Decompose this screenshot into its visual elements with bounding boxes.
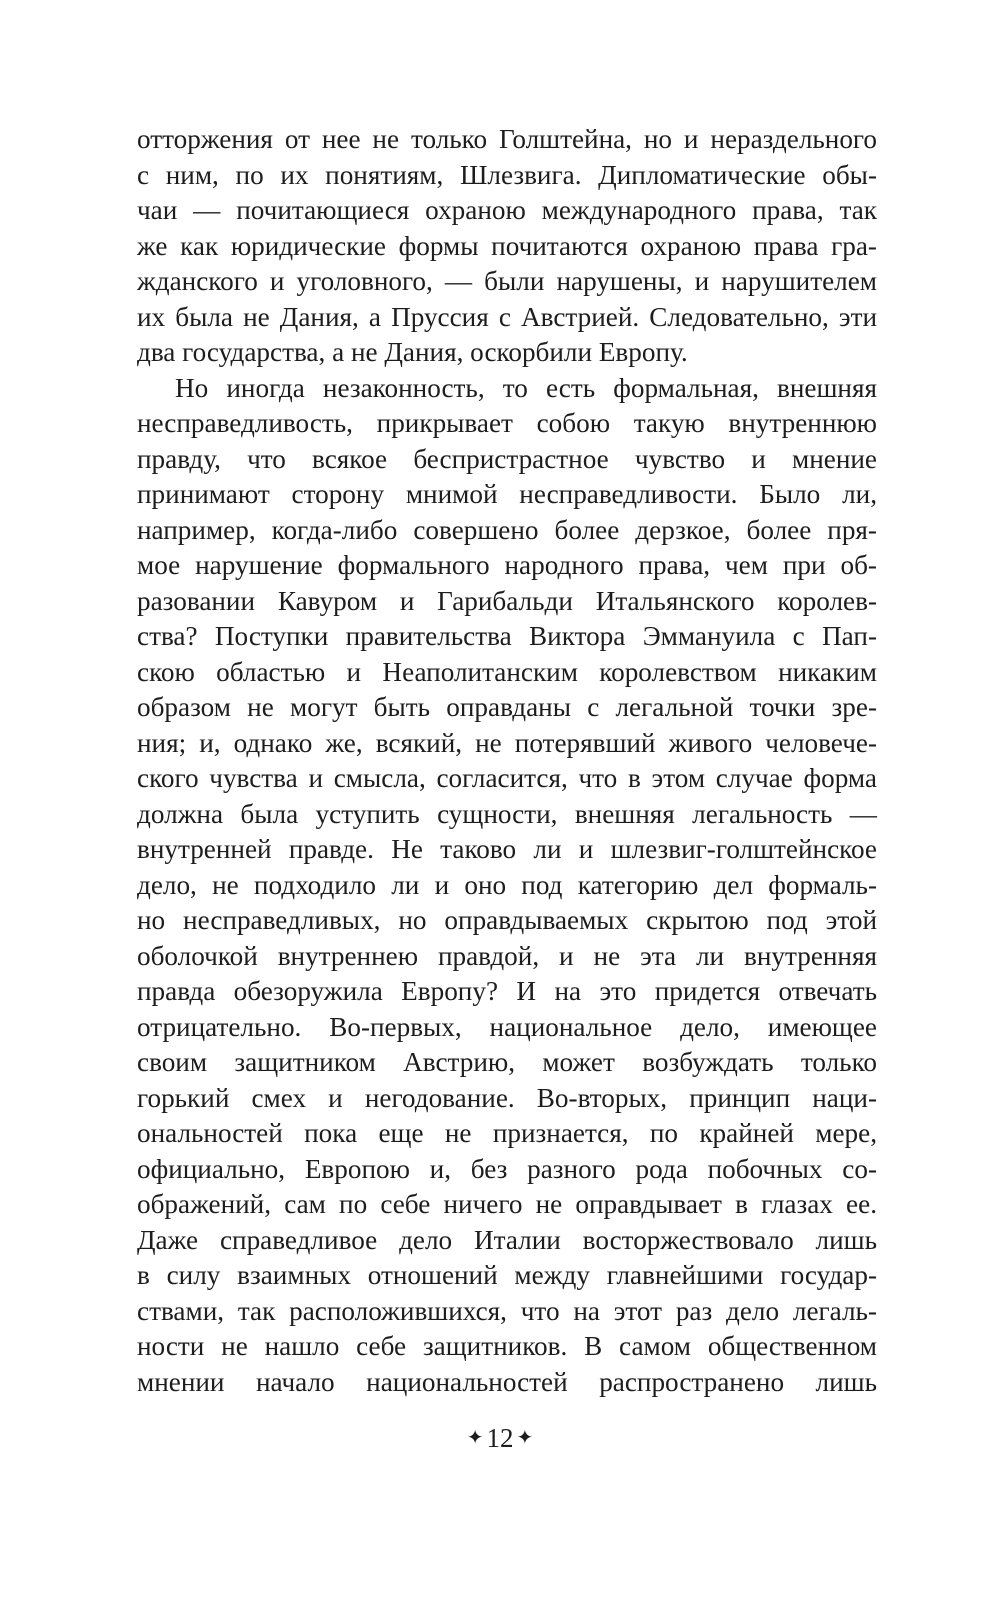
text-line: принимают сторону мнимой несправедливости. Было ли, xyxy=(137,479,877,509)
text-line: ства? Поступки правительства Виктора Эммануила с Пап- xyxy=(137,621,877,651)
text-line: ональностей пока еще не признается, по крайней мере, xyxy=(137,1118,877,1148)
text-line: ности не нашло себе защитников. В самом общественном xyxy=(137,1331,877,1361)
text-line: ния; и, однако же, всякий, не потерявший живого человече- xyxy=(137,727,877,758)
text-line: ствами, так расположившихся, что на этот раз дело легаль- xyxy=(137,1295,877,1326)
text-line: официально, Европою и, без разного рода побочных со- xyxy=(137,1153,877,1184)
text-line: правда обезоружила Европу? И на это придется отвечать xyxy=(137,976,877,1006)
paragraph-1 xyxy=(137,122,877,371)
text-line: внутренней правде. Не таково ли и шлезвиг-голштейнское xyxy=(137,834,877,864)
text-line: Даже справедливое дело Италии восторжествовало лишь xyxy=(137,1224,877,1255)
text-line: дело, не подходило ли и оно под категорию дел формаль- xyxy=(137,869,877,900)
text-line: отрицательно. Во-первых, национальное дело, имеющее xyxy=(137,1011,877,1042)
page-number: 12 xyxy=(486,1423,514,1453)
text-line: ского чувства и смысла, согласится, что в этом случае форма xyxy=(137,763,877,793)
ornament-left-icon: ✦ xyxy=(466,1427,484,1449)
text-line: мое нарушение формального народного права, чем при об- xyxy=(137,550,877,580)
text-line: отторжения от нее не только Голштейна, но и нераздельного xyxy=(137,124,877,154)
text-line: скою областью и Неаполитанским королевством никаким xyxy=(137,656,877,687)
ornament-right-icon: ✦ xyxy=(516,1427,534,1449)
text-line: чаи — почитающиеся охраною международного права, так xyxy=(137,195,877,225)
text-line: горький смех и негодование. Во-вторых, принцип наци- xyxy=(137,1082,877,1113)
text-line: в силу взаимных отношений между главнейшими государ- xyxy=(137,1260,877,1290)
text-line: жданского и уголовного, — были нарушены, и нарушителем xyxy=(137,266,877,296)
text-line: оболочкой внутреннею правдой, и не эта ли внутренняя xyxy=(137,940,877,971)
text-line: разовании Кавуром и Гарибальди Итальянского королев- xyxy=(137,585,877,616)
page-body xyxy=(137,122,877,1400)
text-line: образом не могут быть оправданы с легальной точки зре- xyxy=(137,692,877,722)
text-line: же как юридические формы почитаются охраною права гра- xyxy=(137,230,877,261)
text-line: несправедливость, прикрывает собою такую внутреннюю xyxy=(137,408,877,438)
text-line: два государства, а не Дания, оскорбили Европу. xyxy=(137,337,688,367)
text-line: правду, что всякое беспристрастное чувство и мнение xyxy=(137,443,877,474)
text-line: их была не Дания, а Пруссия с Австрией. Следовательно, эти xyxy=(137,301,877,332)
text-line: своим защитником Австрию, может возбуждать только xyxy=(137,1047,877,1077)
text-line: мнении начало национальностей распространено лишь xyxy=(137,1366,877,1397)
paragraph-2 xyxy=(137,371,877,1401)
text-line: но несправедливых, но оправдываемых скрытою под этой xyxy=(137,905,877,935)
page-number-footer xyxy=(0,1420,1000,1456)
text-line: Но иногда незаконность, то есть формальная, внешняя xyxy=(175,372,877,403)
text-line: ображений, сам по себе ничего не оправдывает в глазах ее. xyxy=(137,1189,877,1219)
text-line: с ним, по их понятиям, Шлезвига. Дипломатические обы- xyxy=(137,159,877,190)
text-line: должна была уступить сущности, внешняя легальность — xyxy=(137,798,877,829)
text-line: например, когда-либо совершено более дерзкое, более пря- xyxy=(137,514,877,545)
